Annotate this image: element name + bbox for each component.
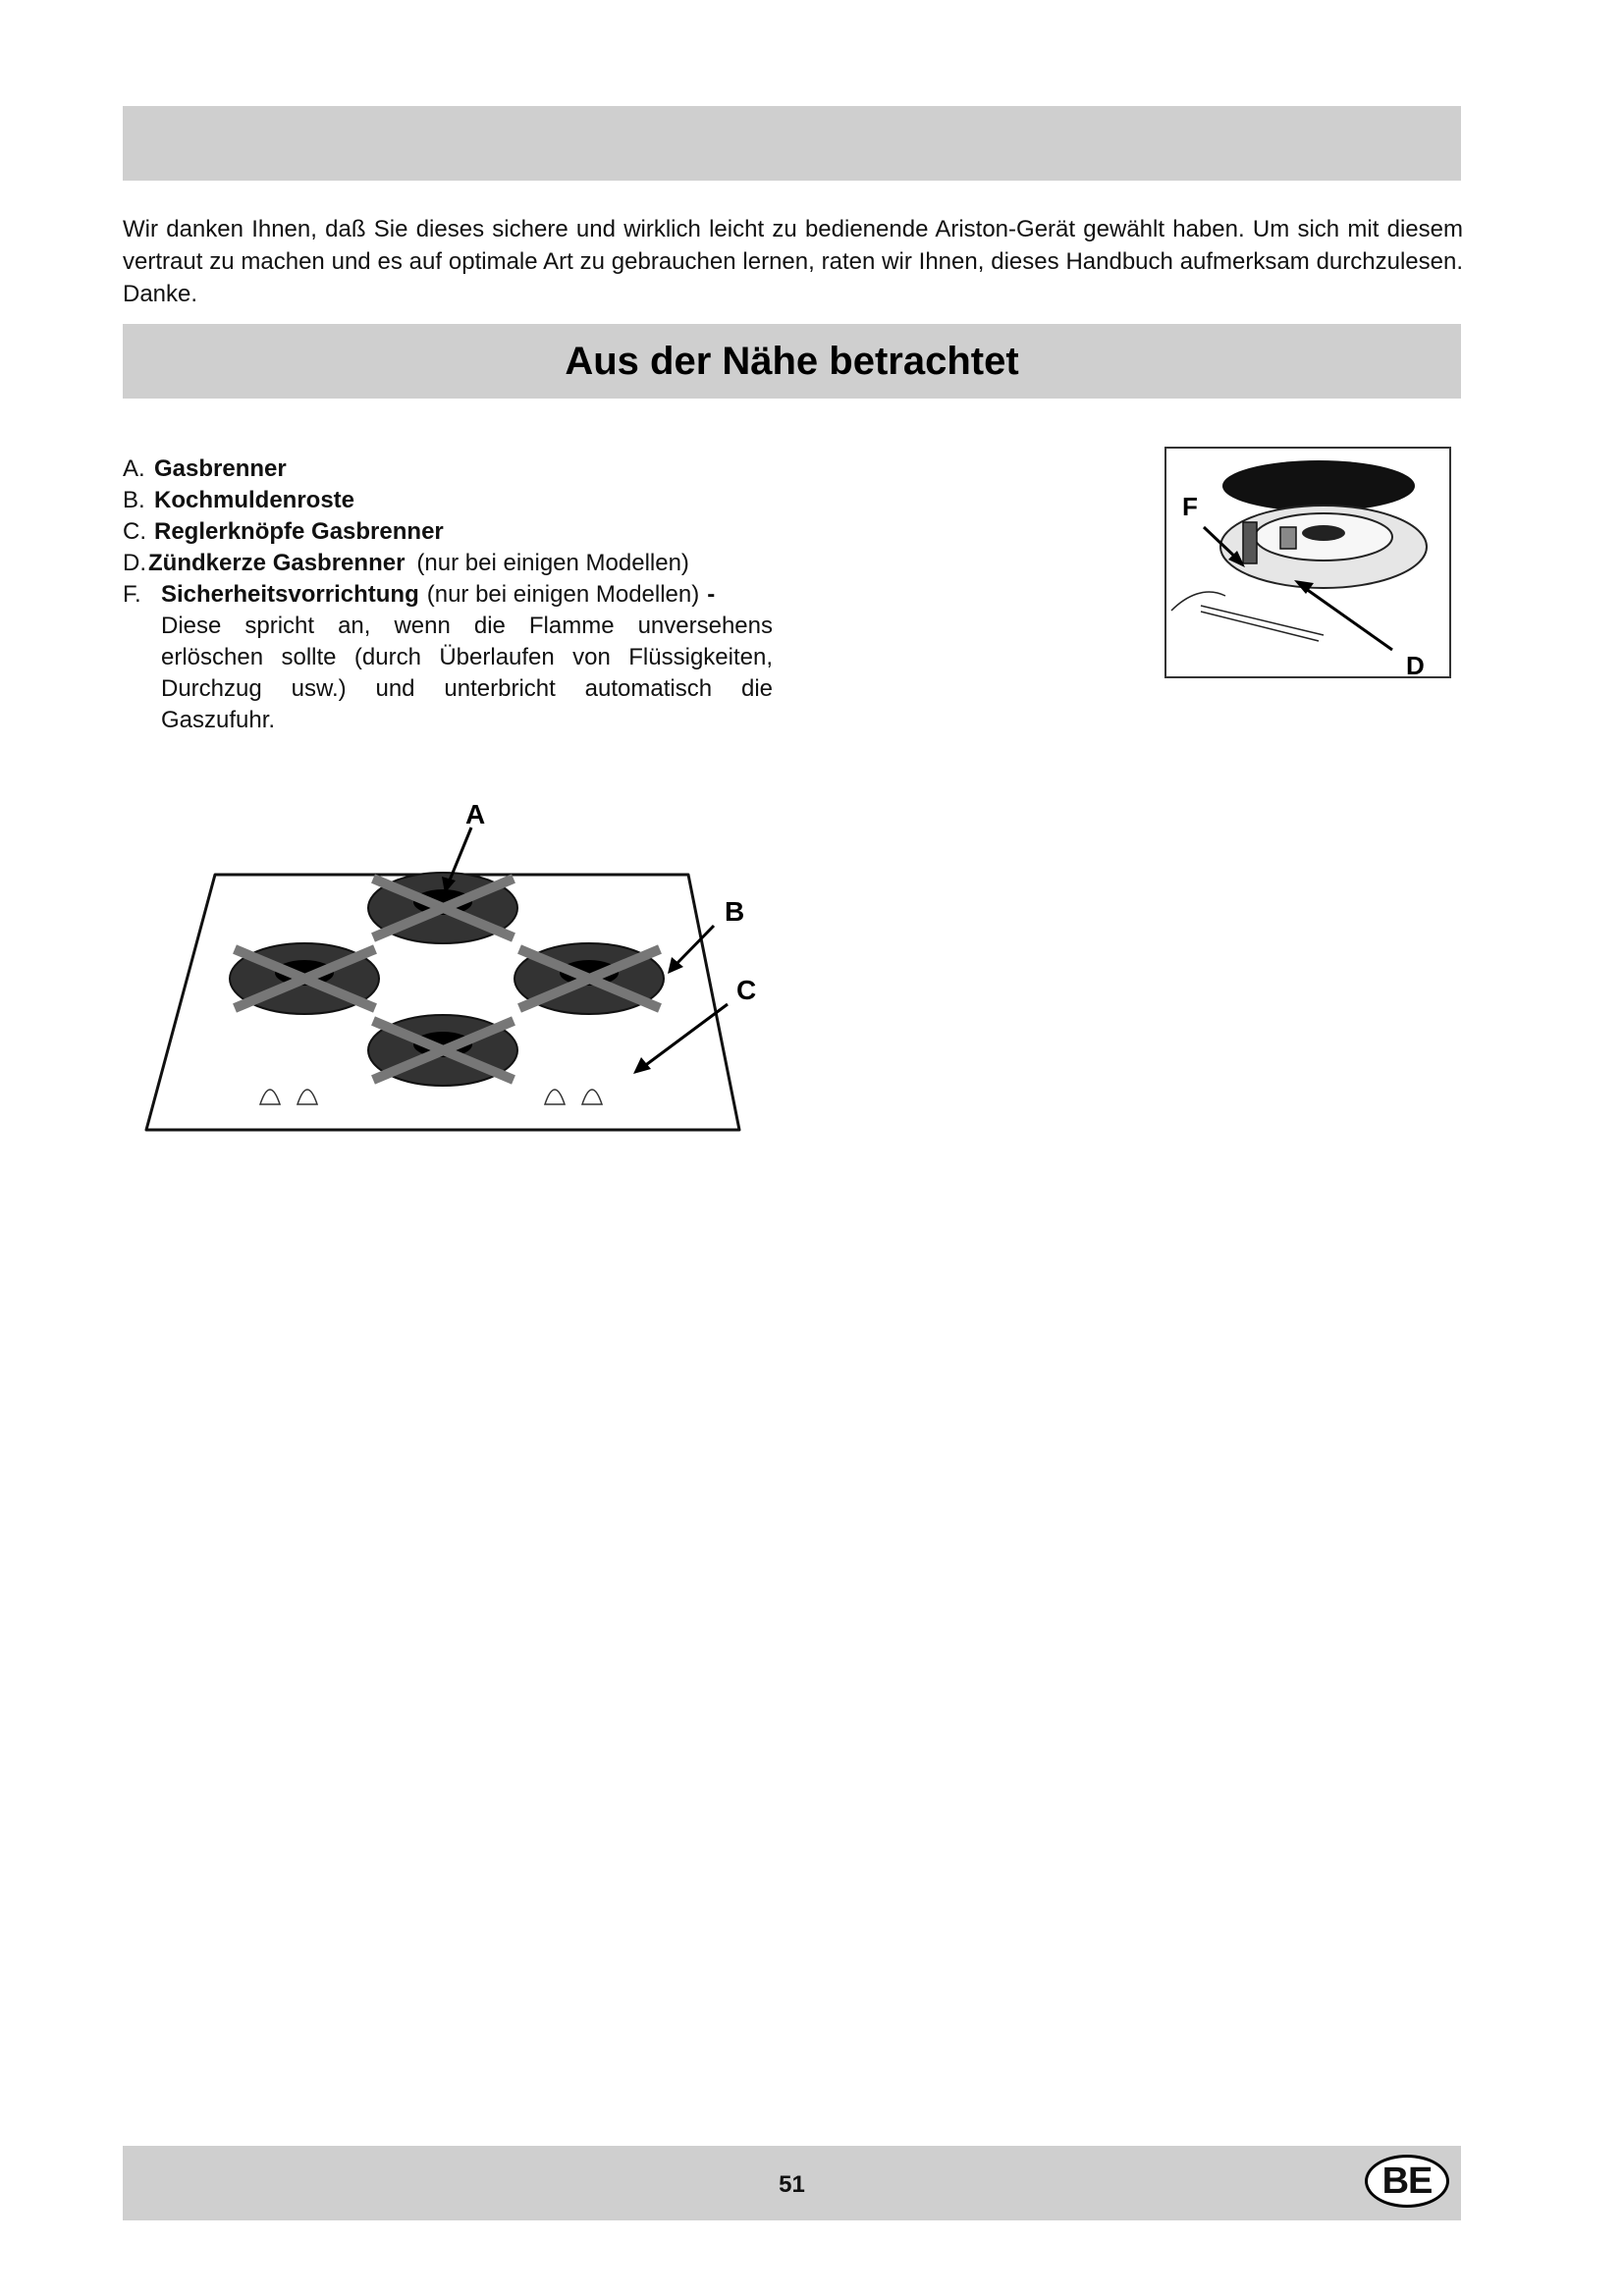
part-item-f	[123, 579, 773, 611]
surface-line	[1201, 612, 1319, 641]
part-name: Kochmuldenroste	[154, 487, 355, 513]
part-note: (nur bei einigen Modellen)	[416, 550, 689, 576]
part-name: Sicherheitsvorrichtung	[161, 581, 419, 608]
footer-bar	[123, 2146, 1461, 2220]
section-heading-bar	[123, 324, 1461, 399]
section-heading: Aus der Nähe betrachtet	[565, 339, 1019, 383]
hand-outline	[1171, 592, 1225, 611]
label-c: C	[736, 975, 757, 1005]
part-key: C.	[123, 518, 146, 545]
part-item-b	[123, 485, 773, 516]
burner-center	[1302, 525, 1345, 541]
part-key: A.	[123, 455, 145, 482]
part-item-a	[123, 454, 773, 485]
part-name: Reglerknöpfe Gasbrenner	[154, 518, 444, 545]
part-name: Zündkerze Gasbrenner	[148, 550, 406, 576]
part-dash: -	[707, 581, 716, 608]
page-number: 51	[779, 2171, 805, 2198]
thermocouple-probe	[1243, 522, 1257, 563]
burner-right	[514, 943, 664, 1014]
label-a: A	[465, 800, 486, 829]
burner-bottom	[368, 1015, 517, 1086]
country-badge: BE	[1365, 2155, 1449, 2208]
label-d: D	[1406, 651, 1425, 676]
header-bar	[123, 106, 1461, 181]
part-note: (nur bei einigen Modellen)	[426, 581, 700, 608]
part-name: Gasbrenner	[154, 455, 287, 482]
part-key: D.	[123, 550, 146, 576]
part-description: Diese spricht an, wenn die Flamme unversehens erlöschen sollte (durch Überlaufen von Flüssigkeiten, Durchzug usw.) und unterbricht automatisch die Gaszufuhr.	[161, 613, 773, 733]
burner-detail-illustration	[1166, 449, 1449, 676]
surface-line	[1201, 606, 1324, 635]
part-key: F.	[123, 581, 141, 608]
part-item-c	[123, 516, 773, 548]
label-b: B	[725, 896, 745, 927]
part-key: B.	[123, 487, 145, 513]
burner-top	[368, 873, 517, 943]
intro-paragraph: Wir danken Ihnen, daß Sie dieses sichere und wirklich leicht zu bedienende Ariston-Gerät gewählt haben. Um sich mit diesem vertraut zu machen und es auf optimale Art zu gebrauchen lernen, raten wir Ihnen, dieses Handbuch aufmerksam durchzulesen. Danke.	[123, 216, 1463, 307]
label-f: F	[1182, 492, 1198, 521]
burner-cap	[1222, 460, 1415, 511]
parts-list	[123, 454, 773, 736]
hob-figure	[133, 800, 761, 1148]
hob-illustration	[133, 800, 761, 1148]
part-item-d	[123, 548, 773, 579]
burner-detail-figure	[1164, 447, 1451, 678]
burner-left	[230, 943, 379, 1014]
spark-plug	[1280, 527, 1296, 549]
